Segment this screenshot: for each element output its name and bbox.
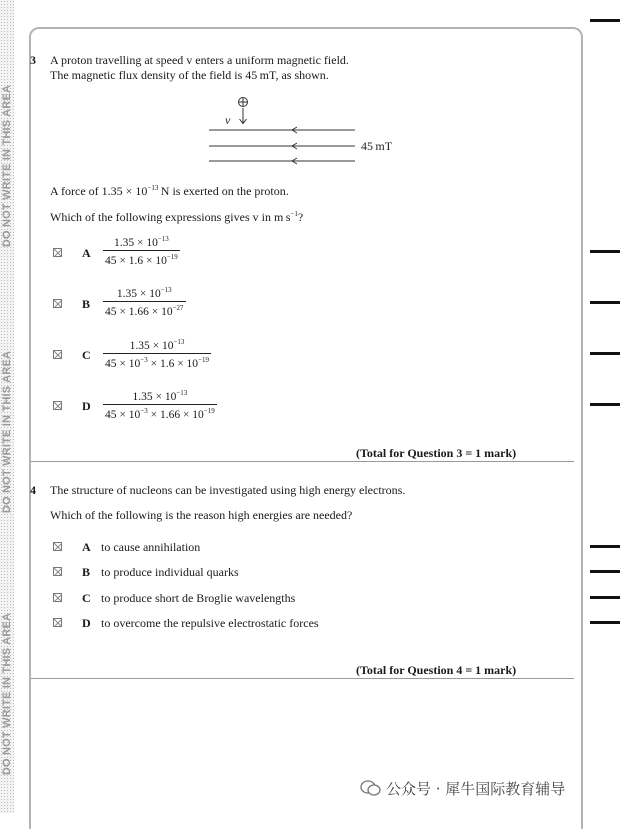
margin-tick (590, 403, 620, 406)
option-c-letter: C (82, 591, 91, 605)
margin-notice: DO NOT WRITE IN THIS AREA (1, 350, 13, 514)
option-a-letter: A (82, 540, 91, 554)
margin-tick (590, 301, 620, 304)
option-a-text: to cause annihilation (101, 540, 201, 554)
question-4-total: (Total for Question 4 = 1 mark) (356, 663, 517, 677)
option-b-checkbox[interactable] (53, 299, 62, 308)
option-c-text: to produce short de Broglie wavelengths (101, 591, 296, 605)
velocity-label: v (225, 113, 231, 127)
option-a-letter: A (82, 246, 91, 260)
option-c-expression: $\frac{1.35 \times 10^{-13}}{45 \times 10^{-3} \times 1.6 \times 10^{-19}}$ (105, 338, 210, 370)
question-3-stem-line2: The magnetic flux density of the field is 45 mT, as shown. (50, 68, 329, 82)
question-4-number: 4 (30, 483, 36, 497)
option-a-checkbox[interactable] (53, 542, 62, 551)
margin-tick (590, 19, 620, 22)
option-d-letter: D (82, 399, 91, 413)
section-divider (31, 678, 574, 679)
question-3-total: (Total for Question 3 = 1 mark) (356, 446, 517, 460)
section-divider (31, 461, 574, 462)
margin-notice: DO NOT WRITE IN THIS AREA (1, 84, 13, 248)
margin-tick (590, 545, 620, 548)
question-3-force-statement: A force of $1.35 \times 10^{-13}$ N is exerted on the proton. (50, 184, 289, 198)
option-d-text: to overcome the repulsive electrostatic forces (101, 616, 319, 630)
option-b-expression: $\frac{1.35 \times 10^{-13}}{45 \times 1.66 \times 10^{-27}}$ (105, 286, 184, 318)
option-b-letter: B (82, 297, 91, 311)
question-3-prompt: Which of the following expressions gives v in m $s^{-1}$? (50, 210, 304, 224)
question-4-stem: The structure of nucleons can be investigated using high energy electrons. (50, 483, 406, 497)
margin-tick (590, 596, 620, 599)
margin-tick (590, 570, 620, 573)
margin-tick (590, 352, 620, 355)
option-c-letter: C (82, 348, 91, 362)
option-b-text: to produce individual quarks (101, 565, 239, 579)
option-c-checkbox[interactable] (53, 593, 62, 602)
margin-notice: DO NOT WRITE IN THIS AREA (1, 612, 13, 776)
margin-tick (590, 250, 620, 253)
question-3-stem-line1: A proton travelling at speed v enters a uniform magnetic field. (50, 53, 349, 67)
option-a-expression: $\frac{1.35 \times 10^{-13}}{45 \times 1.6 \times 10^{-19}}$ (105, 235, 178, 267)
question-3-number: 3 (30, 53, 36, 67)
option-b-letter: B (82, 565, 91, 579)
option-b-checkbox[interactable] (53, 567, 62, 576)
question-4-prompt: Which of the following is the reason high energies are needed? (50, 508, 353, 522)
wechat-icon (360, 779, 382, 797)
option-a-checkbox[interactable] (53, 248, 62, 257)
field-strength-label: 45 mT (361, 139, 393, 153)
watermark-text: 公众号 · 犀牛国际教育辅导 (386, 780, 566, 798)
option-d-checkbox[interactable] (53, 401, 62, 410)
option-d-letter: D (82, 616, 91, 630)
margin-tick (590, 621, 620, 624)
option-d-expression: $\frac{1.35 \times 10^{-13}}{45 \times 10^{-3} \times 1.66 \times 10^{-19}}$ (105, 389, 215, 421)
option-c-checkbox[interactable] (53, 350, 62, 359)
magnetic-field-diagram (200, 94, 420, 174)
option-d-checkbox[interactable] (53, 618, 62, 627)
